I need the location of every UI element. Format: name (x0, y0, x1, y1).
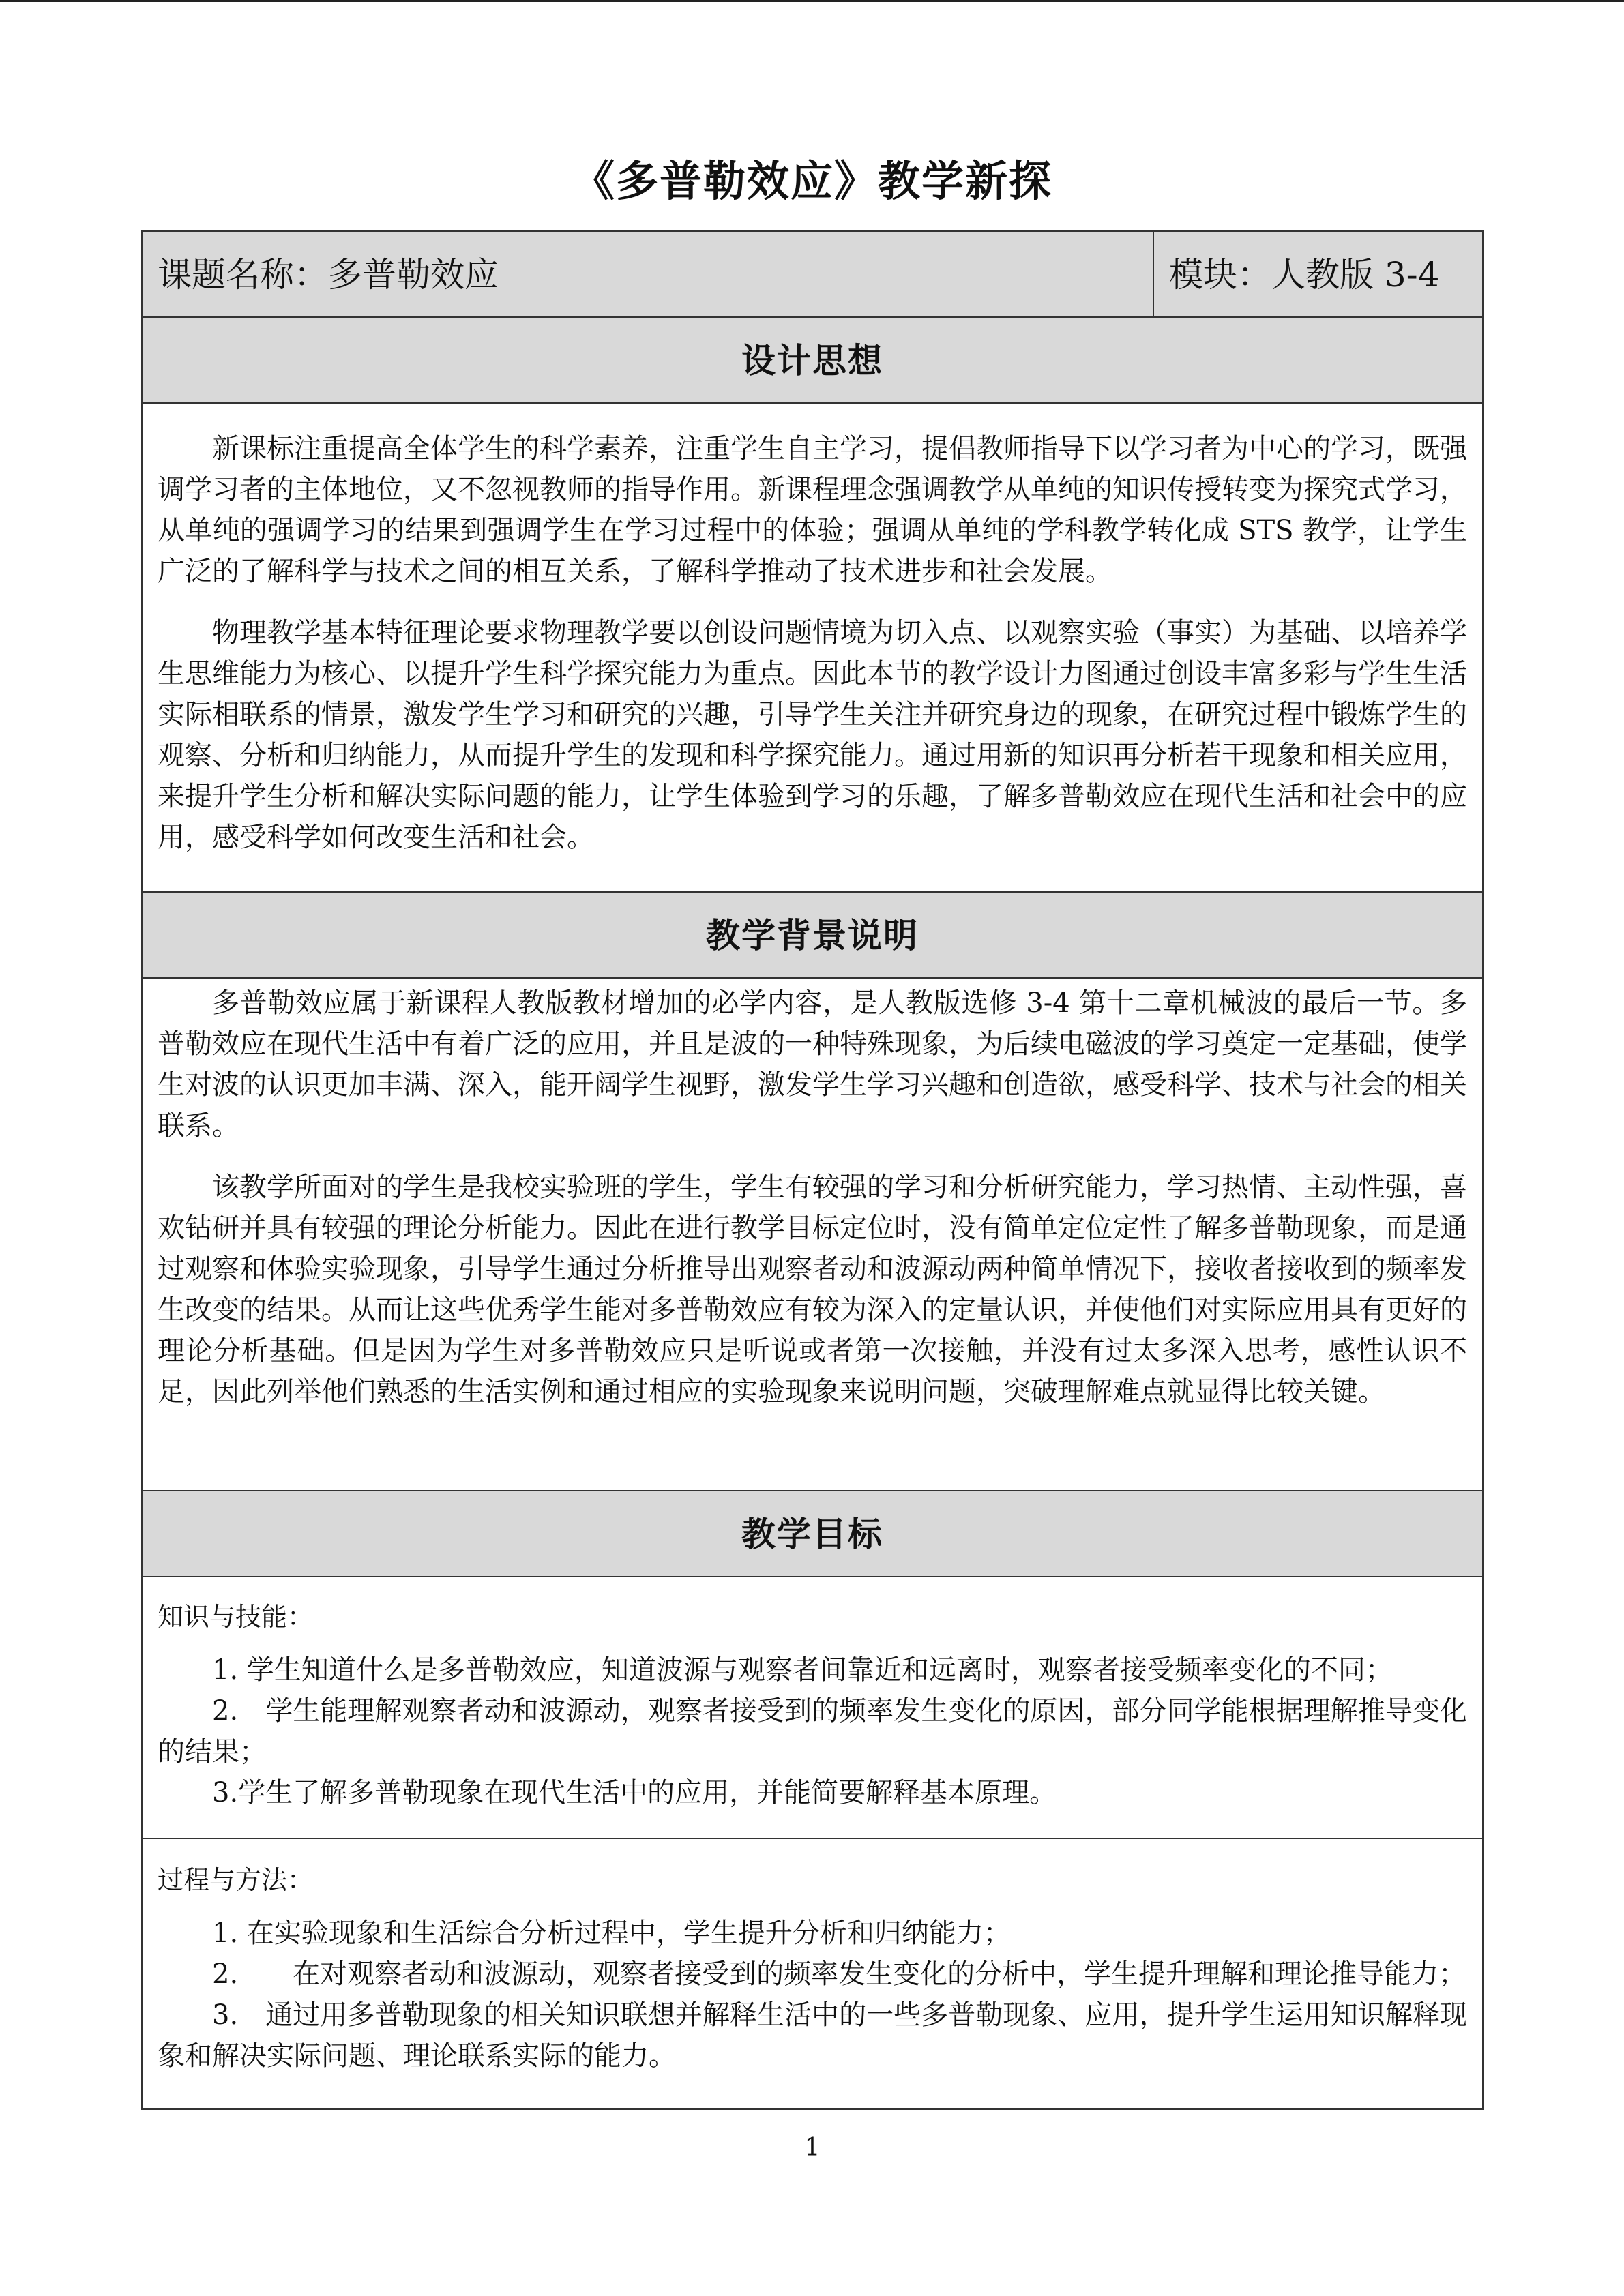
knowledge-skills-label: 知识与技能： (158, 1602, 314, 1632)
design-paragraph: 新课标注重提高全体学生的科学素养，注重学生自主学习，提倡教师指导下以学习者为中心的学习，既强调学习者的主体地位，又不忽视教师的指导作用。新课程理念强调教学从单纯的知识传授转变为探究式学习，从单纯的强调学习的结果到强调学生在学习过程中的体验；强调从单纯的学科教学转化成 STS 教学，让学生广泛的了解科学与技术之间的相互关系，了解科学推动了技术进步和社会发展。 (158, 433, 1467, 587)
design-section-body (143, 404, 1482, 893)
background-paragraph: 多普勒效应属于新课程人教版教材增加的必学内容，是人教版选修 3-4 第十二章机械波的最后一节。多普勒效应在现代生活中有着广泛的应用，并且是波的一种特殊现象，为后续电磁波的学习奠定一定基础，使学生对波的认识更加丰满、深入，能开阔学生视野，激发学生学习兴趣和创造欲，感受科学、技术与社会的相关联系。 (158, 987, 1467, 1142)
knowledge-item: 2. 学生能理解观察者动和波源动，观察者接受到的频率发生变化的原因，部分同学能根据理解推导变化的结果； (158, 1695, 1467, 1768)
process-methods-block (143, 1839, 1482, 2106)
design-section-heading: 设计思想 (143, 318, 1482, 404)
design-paragraph: 物理教学基本特征理论要求物理教学要以创设问题情境为切入点、以观察实验（事实）为基础、以培养学生思维能力为核心、以提升学生科学探究能力为重点。因此本节的教学设计力图通过创设丰富多彩与学生生活实际相联系的情景，激发学生学习和研究的兴趣，引导学生关注并研究身边的现象，在研究过程中锻炼学生的观察、分析和归纳能力，从而提升学生的发现和科学探究能力。通过用新的知识再分析若干现象和相关应用，来提升学生分析和解决实际问题的能力，让学生体验到学习的乐趣，了解多普勒效应在现代生活和社会中的应用，感受科学如何改变生活和社会。 (158, 617, 1467, 853)
process-item: 2. 在对观察者动和波源动，观察者接受到的频率发生变化的分析中，学生提升理解和理论推导能力； (212, 1958, 1466, 1990)
page-number: 1 (804, 2134, 821, 2162)
knowledge-item: 1. 学生知道什么是多普勒效应，知道波源与观察者间靠近和远离时，观察者接受频率变化的不同； (212, 1654, 1393, 1686)
objectives-section-heading: 教学目标 (143, 1491, 1482, 1577)
process-methods-label: 过程与方法： (158, 1865, 314, 1895)
background-section-body (143, 979, 1482, 1491)
info-row (143, 232, 1482, 318)
process-item: 1. 在实验现象和生活综合分析过程中，学生提升分析和归纳能力； (212, 1918, 1011, 1949)
module-cell: 模块：人教版 3-4 (1169, 255, 1440, 295)
background-paragraph: 该教学所面对的学生是我校实验班的学生，学生有较强的学习和分析研究能力，学习热情、主动性强，喜欢钻研并具有较强的理论分析能力。因此在进行教学目标定位时，没有简单定位定性了解多普勒现象，而是通过观察和体验实验现象，引导学生通过分析推导出观察者动和波源动两种简单情况下，接收者接收到的频率发生改变的结果。从而让这些优秀学生能对多普勒效应有较为深入的定量认识，并使他们对实际应用具有更好的理论分析基础。但是因为学生对多普勒效应只是听说或者第一次接触，并没有过太多深入思考，感性认识不足，因此列举他们熟悉的生活实例和通过相应的实验现象来说明问题，突破理解难点就显得比较关键。 (158, 1172, 1467, 1407)
knowledge-item: 3.学生了解多普勒现象在现代生活中的应用，并能简要解释基本原理。 (212, 1777, 1057, 1808)
process-item: 3. 通过用多普勒现象的相关知识联想并解释生活中的一些多普勒现象、应用，提升学生运用知识解释现象和解决实际问题、理论联系实际的能力。 (158, 1999, 1467, 2072)
document-title: 《多普勒效应》教学新探 (572, 156, 1052, 206)
lesson-plan-table (141, 230, 1484, 2110)
background-section-heading: 教学背景说明 (143, 893, 1482, 979)
topic-name-cell: 课题名称：多普勒效应 (143, 232, 1154, 316)
top-border-line (0, 0, 1624, 2)
knowledge-skills-block (143, 1577, 1482, 1839)
